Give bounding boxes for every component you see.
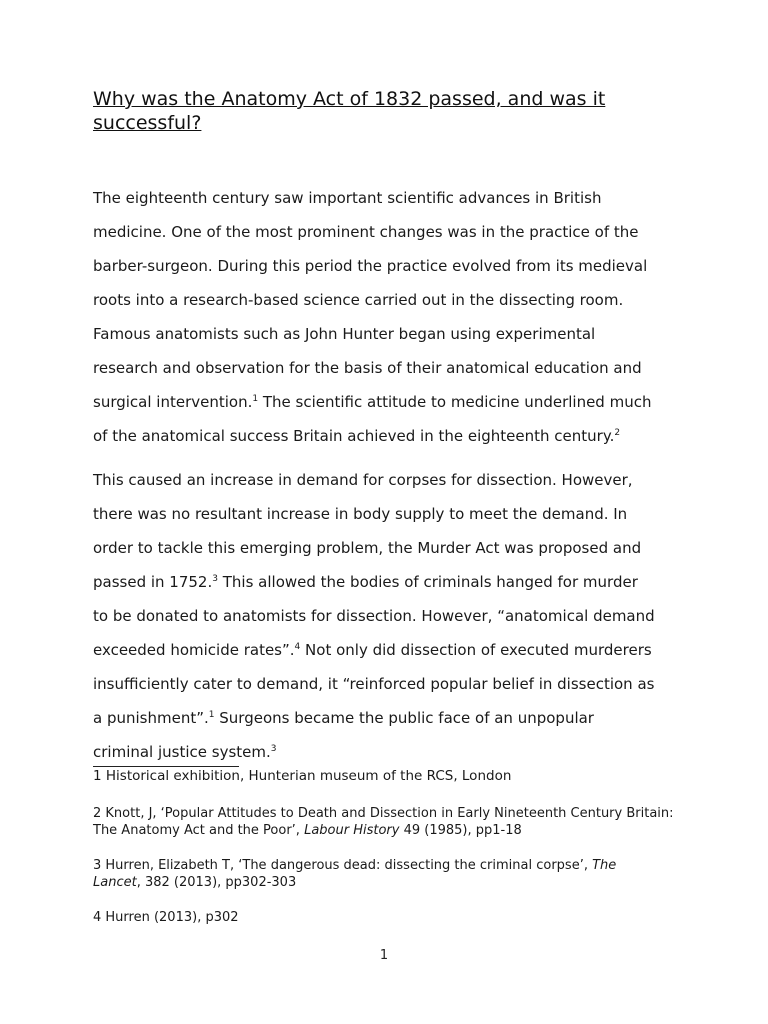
line-text: Surgeons became the public face of an unpopular [214,709,594,727]
footnote-line [93,857,683,874]
footnote-ref[interactable]: 1 [208,710,215,720]
footnote-line [93,822,683,839]
footnote-text: 49 (1985), pp1-18 [399,823,522,838]
paragraph-2 [93,463,678,769]
footnote-3 [93,857,683,891]
footnote-4: 4 Hurren (2013), p302 [93,910,239,925]
paragraph-line [93,701,678,735]
footnote-ref[interactable]: 4 [294,642,301,652]
paragraph-line: to be donated to anatomists for dissection. However, “anatomical demand [93,607,655,625]
paragraph-line [93,419,678,453]
footnote-2 [93,805,683,839]
journal-title: The [592,858,617,873]
line-text: criminal justice system. [93,743,271,761]
paragraph-line: This caused an increase in demand for corpses for dissection. However, [93,471,633,489]
journal-title: Labour History [304,823,400,838]
paragraph-line: The eighteenth century saw important scientific advances in British [93,189,602,207]
journal-title: Lancet [93,875,137,890]
footnote-text: , 382 (2013), pp302-303 [136,875,297,890]
footnote-line [93,874,683,891]
footnote-1: 1 Historical exhibition, Hunterian museum of the RCS, London [93,768,512,784]
footnote-text: 3 Hurren, Elizabeth T, ‘The dangerous dead: dissecting the criminal corpse’, [93,858,593,873]
paragraph-line: research and observation for the basis of their anatomical education and [93,359,642,377]
line-text: a punishment”. [93,709,209,727]
paragraph-line [93,633,678,667]
paragraph-line: medicine. One of the most prominent changes was in the practice of the [93,223,639,241]
essay-title: Why was the Anatomy Act of 1832 passed, and was it successful? [93,88,606,134]
paragraph-line [93,735,678,769]
line-text: of the anatomical success Britain achieved in the eighteenth century. [93,427,615,445]
footnote-ref[interactable]: 1 [252,394,259,404]
paragraph-line: Famous anatomists such as John Hunter began using experimental [93,325,596,343]
paragraph-line: order to tackle this emerging problem, the Murder Act was proposed and [93,539,642,557]
paragraph-line: there was no resultant increase in body supply to meet the demand. In [93,505,628,523]
paragraph-1 [93,181,678,453]
line-text: This allowed the bodies of criminals hanged for murder [217,573,638,591]
line-text: Not only did dissection of executed murderers [300,641,652,659]
footnote-line: 2 Knott, J, ‘Popular Attitudes to Death and Dissection in Early Nineteenth Century Britain: [93,806,674,821]
footnote-separator [93,766,239,767]
paragraph-line: barber-surgeon. During this period the practice evolved from its medieval [93,257,648,275]
line-text: exceeded homicide rates”. [93,641,295,659]
page-number: 1 [379,948,389,963]
paragraph-line [93,565,678,599]
line-text: The scientific attitude to medicine underlined much [258,393,652,411]
paragraph-line [93,385,678,419]
paragraph-line: roots into a research-based science carried out in the dissecting room. [93,291,624,309]
footnote-ref[interactable]: 3 [270,744,277,754]
line-text: surgical intervention. [93,393,253,411]
footnote-ref[interactable]: 3 [212,574,218,584]
paragraph-line: insufficiently cater to demand, it “reinforced popular belief in dissection as [93,675,655,693]
line-text: passed in 1752. [93,573,213,591]
footnote-ref[interactable]: 2 [614,428,621,438]
footnote-text: The Anatomy Act and the Poor’, [93,823,305,838]
